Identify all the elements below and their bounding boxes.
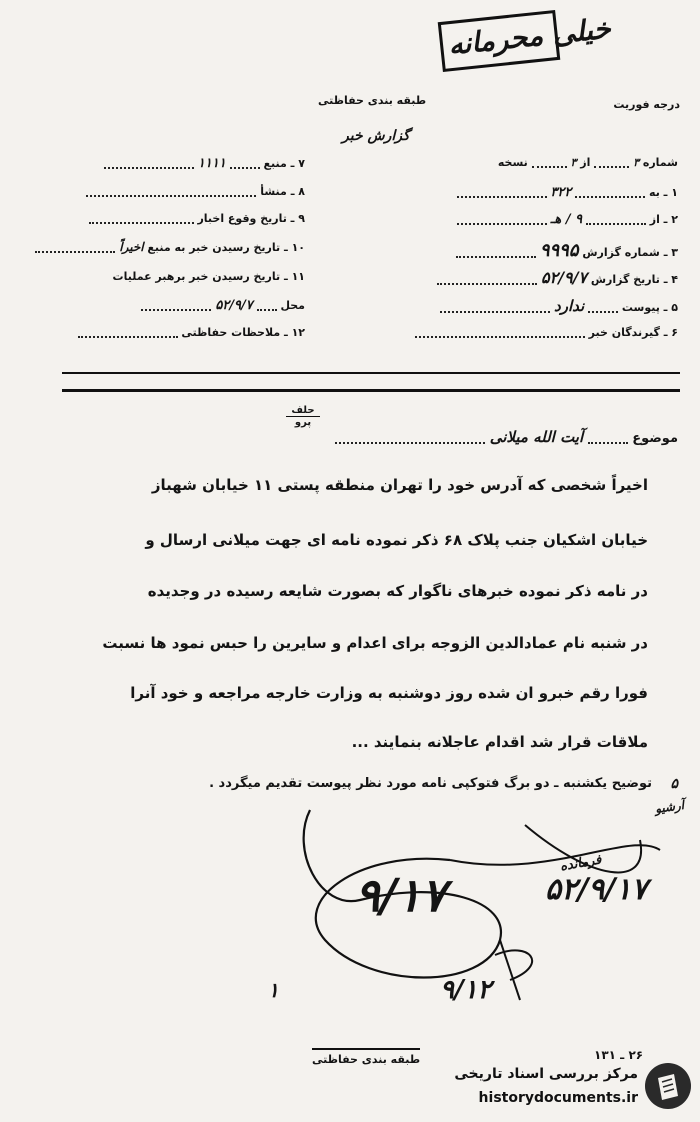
body-line: خیابان اشکیان جنب پلاک ۶۸ ذکر نموده نامه ای جهت میلانی ارسال و [145,531,648,549]
note-margin-sub: آرشیو [654,798,685,816]
small-mark: ۱ [268,978,279,1002]
mid-mark: ۹/۱۲ [440,975,492,1005]
big-date-mark: ۹/۱۷ [355,868,446,922]
field-source-received-date: ۱۰ ـ تاریخ رسیدن خبر به منبع اخیراً [35,240,305,254]
subject-value: آیت الله میلانی [489,428,584,446]
separator-rule-thin [62,372,680,374]
form-code: ۲۶ ـ ۱۳۱ [594,1048,644,1062]
field-location: محل ۵۲/۹/۷ [141,298,305,313]
report-type: گزارش خبر [342,128,410,144]
field-report-number: ۳ ـ شماره گزارش ۹۹۹۵ [456,240,678,261]
body-line: در نامه ذکر نموده خبرهای ناگوار که بصورت شایعه رسیده در وجدیده [147,582,648,600]
field-event-date: ۹ ـ تاریخ وقوع اخبار [89,212,305,225]
body-line: ملاقات قرار شد اقدام عاجلانه بنمایند ... [351,733,648,751]
signed-label: فرمانده [559,852,603,875]
subject-row [335,428,678,446]
field-source: ۷ ـ منبع ۱۱۱۱ [104,156,305,171]
body-line: اخیراً شخصی که آدرس خود را تهران منطقه پستی ۱۱ خیابان شهباز [151,476,648,494]
body-line: در شنبه نام عمادالدین الزوجه برای اعدام و سایرین را حبس نمود ها نسبت [102,634,648,652]
field-attachment: ۵ ـ پیوست ندارد [440,297,678,315]
field-report-date: ۴ ـ تاریخ گزارش ۵۲/۹/۷ [437,268,678,287]
signed-date: ۵۲/۹/۱۷ [545,872,648,907]
note-label: توضیح [611,776,652,791]
field-to: ۱ ـ به ۳۲۲ [457,185,678,200]
archive-site-url: historydocuments.ir [478,1090,638,1106]
field-recipients: ۶ ـ گیرندگان خبر [415,326,678,339]
field-security-notes: ۱۲ ـ ملاحظات حفاظتی [78,326,305,339]
field-copy-number: شماره ۳ از ۳ نسخه [497,156,678,169]
secret-stamp: خیلی محرمانه [446,11,613,62]
note-margin-mark: ۵ [670,776,678,792]
field-from: ۲ ـ از ۹ / هـ [457,212,678,227]
footer-classification: طبقه بندی حفاظتی [312,1048,420,1066]
subject-mark: حلف پرو [286,405,320,428]
classification-label: طبقه بندی حفاظتی [318,94,427,107]
body-line: فورا رقم خبرو ان شده روز دوشنبه به وزارت خارجه مراجعه و خود آنرا [130,684,648,702]
archive-logo-icon [644,1062,692,1110]
field-origin: ۸ ـ منشأ [86,185,305,198]
urgency-label: درجه فوریت [613,98,680,111]
note-text: یکشنبه ـ دو برگ فتوکپی نامه مورد نظر پیوست تقدیم میگردد . [209,776,608,791]
separator-rule-thick [62,389,680,392]
archive-org-name: مرکز بررسی اسناد تاریخی [454,1066,638,1082]
field-ops-received-date: ۱۱ ـ تاریخ رسیدن خبر برهبر عملیات [112,270,305,283]
note-row [209,776,652,791]
subject-label: موضوع [632,431,678,446]
